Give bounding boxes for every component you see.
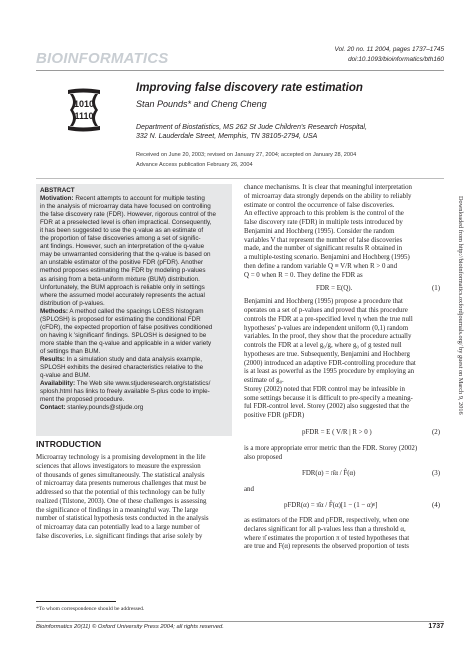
abstract-line (40, 243, 228, 251)
affiliation-line: 332 N. Lauderdale Street, Memphis, TN 38105-2794, USA (136, 133, 318, 141)
abstract-line (40, 380, 228, 388)
abstract-line (40, 396, 228, 404)
body-line: Benjamini and Hochberg (1995). Consider the random (244, 227, 395, 235)
paragraph-block (244, 517, 440, 552)
abstract-line-text: the proportion of false discoveries among a set of signific- (40, 235, 201, 243)
body-line: are true and F̂(α) represents the observed proportion of tests (244, 543, 409, 551)
abstract-line-text: the false discovery rate (FDR). However, rigorous control of the (40, 211, 217, 219)
abstract-line-text: ment the proposed procedure. (40, 396, 125, 404)
body-line: variables V that represent the number of false discoveries (244, 236, 403, 244)
abstract-line (40, 372, 228, 380)
journal-logo (62, 86, 106, 134)
equation-4-number: (4) (431, 502, 440, 509)
abstract-line (40, 348, 228, 356)
journal-name: BIOINFORMATICS (36, 50, 169, 67)
abstract-line (40, 251, 228, 259)
abstract-label: Contact: (40, 404, 66, 412)
abstract-box (36, 184, 232, 436)
download-note: Downloaded from http://bioinformatics.oxfordjournals.org/ by guest on March 9, 2016 (457, 196, 464, 415)
abstract-line-text: as arising from a beta-uniform mixture (BUM) distribution. (40, 275, 200, 283)
body-line: controls the FDR at a level g₀/g, where g₀ of g tested null (244, 342, 402, 349)
body-line: Benjamini and Hochberg (1995) propose a procedure that (244, 298, 403, 306)
abstract-line-text: stanley.pounds@stjude.org (65, 404, 144, 412)
footnote-rule (36, 601, 116, 602)
footnote: *To whom correspondence should be addressed. (36, 606, 145, 612)
abstract-line-text: Unfortunately, the BUM approach is reliable only in settings (40, 283, 205, 291)
equation-4 (244, 495, 440, 517)
intro-line: sciences that allows investigators to measure the expression (36, 462, 201, 470)
logo-digits-bottom: 1110 (74, 111, 94, 121)
abstract-line-text: may be unwarranted considering that the q-value is based on (40, 251, 211, 259)
intro-line: false discoveries, i.e. significant findings that arise solely by (36, 532, 203, 540)
body-line: estimate or control the occurrence of false discoveries. (244, 201, 395, 209)
intro-line: addressed so that the potential of this technology can be fully (36, 489, 205, 496)
equation-1-text: FDR = E(Q). (316, 285, 353, 293)
abstract-line (40, 404, 228, 412)
abstract-line (40, 211, 228, 219)
intro-heading: INTRODUCTION (36, 439, 102, 449)
abstract-line (40, 308, 228, 316)
abstract-line-text: FDR at a preselected level is often impractical. Consequently, (40, 219, 212, 227)
body-line: declares significant for all p-values less than a threshold α, (244, 525, 406, 533)
body-line: as estimators of the FDR and pFDR, respectively, when one (244, 517, 410, 524)
abstract-line-text: (cFDR), the expected proportion of false positives conditioned (40, 323, 213, 331)
abstract-line-text: splosh.html has links to freely available S-plus code to imple- (40, 388, 210, 396)
equation-3 (244, 462, 440, 486)
abstract-line-text: Recent attempts to account for multiple testing (73, 195, 205, 203)
download-watermark (455, 196, 467, 636)
logo-digits-top: 1010 (73, 99, 95, 109)
body-line: hypotheses' p-values are independent uniform (0,1) random (244, 324, 409, 332)
paragraph-block (244, 184, 440, 280)
doi: doi:10.1093/bioinformatics/bth160 (348, 56, 444, 63)
abstract-line-text: on having k 'significant' findings. SPLOSH is designed to be (40, 331, 207, 339)
abstract-line-text: In a simulation study and data analysis example, (64, 355, 203, 363)
body-line: is at least as powerful as the 1995 procedure by employing an (244, 368, 415, 376)
equation-4-text: pFDR(α) = π̂α / F̂(α)[1 − (1 − α)ᵍ] (284, 502, 378, 509)
abstract-label: Methods: (40, 307, 68, 315)
abstract-line-text: in the analysis of microarray data have focused on controlling (40, 203, 211, 211)
and-word: and (244, 486, 254, 494)
abstract-line-text: q-value and BUM. (40, 372, 91, 380)
abstract-line (40, 332, 228, 340)
body-line: Q = 0 when R = 0. They define the FDR as (244, 271, 363, 279)
body-line: Storey (2002) noted that FDR control may be infeasible in (244, 385, 405, 393)
abstract-heading: ABSTRACT (40, 187, 75, 194)
paragraph-block (244, 445, 440, 463)
body-line: of microarray data strongly depends on the ability to reliably (244, 192, 412, 200)
abstract-line-text: (SPLOSH) is proposed for estimating the conditional FDR (40, 315, 201, 323)
body-line: positive FDR (pFDR) (244, 412, 305, 419)
received-dates: Received on June 20, 2003; revised on January 27, 2004; accepted on January 28, 2004 (136, 152, 357, 158)
body-line: controls the FDR at a pre-specified level η when the true null (244, 315, 413, 323)
abstract-line (40, 267, 228, 275)
intro-line: Microarray technology is a promising development in the life (36, 454, 206, 461)
article-dates (136, 151, 356, 170)
affiliation (136, 123, 367, 142)
abstract-line-text: SPLOSH exhibits the desired characteristics relative to the (40, 364, 204, 372)
body-line: variables. In the proof, they show that the procedure actually (244, 333, 412, 341)
body-line: An effective approach to this problem is the control of the (244, 210, 404, 218)
paragraph-block (244, 298, 440, 421)
abstract-line (40, 235, 228, 243)
body-line: ful FDR-control level. Storey (2002) also suggested that the (244, 403, 410, 411)
abstract-line-text: ant findings. However, such an interpretation of the q-value (40, 243, 205, 251)
intro-line: number of statistical hypothesis tests conducted in the analysis (36, 515, 209, 523)
intro-line: of thousands of genes simultaneously. The statistical analysis (36, 471, 205, 479)
intro-line: realized (Tilstone, 2003). One of these challenges is assessing (36, 497, 207, 505)
body-line: where π̂ estimates the proportion π of tested hypotheses that (244, 534, 410, 542)
abstract-line-text: it has been suggested to use the q-value as an estimate of (40, 227, 204, 235)
abstract-line (40, 227, 228, 235)
abstract-line (40, 276, 228, 284)
abstract-line-text: an unstable estimator of the positive FDR (pFDR). Another (40, 259, 204, 267)
abstract-line (40, 284, 228, 292)
equation-1 (244, 280, 440, 298)
abstract-line (40, 195, 228, 203)
body-line: operates on a set of p-values and proved that this procedure (244, 307, 408, 314)
body-line: estimate of g₀. (244, 377, 284, 384)
footer-rule (36, 621, 444, 622)
page-number: 1737 (428, 623, 444, 630)
affiliation-line: Department of Biostatistics, MS 262 St Jude Children's Research Hospital, (136, 124, 367, 131)
abstract-label: Motivation: (40, 195, 74, 203)
body-line: a multiple-testing scenario. Benjamini and Hochberg (1995) (244, 254, 410, 261)
equation-1-number: (1) (431, 285, 440, 293)
abstract-line-text: distribution of p-values. (40, 299, 105, 307)
abstract-line-text: The Web site www.stjuderesearch.org/statistics/ (75, 380, 211, 388)
advance-access: Advance Access publication February 26, 2004 (136, 161, 253, 168)
abstract-line-text: where the assumed model accurately represents the actual (40, 291, 205, 299)
intro-line: the significance of findings in a meaningful way. The large (36, 506, 199, 514)
right-column-text (244, 184, 440, 552)
article-title: Improving false discovery rate estimation (136, 82, 363, 94)
equation-3-text: FDR(α) = π̂α / F̂(α) (302, 470, 356, 478)
body-line: chance mechanisms. It is clear that meaningful interpretation (244, 184, 412, 191)
title-rule (36, 178, 444, 179)
abstract-line (40, 364, 228, 372)
abstract-text (40, 187, 228, 412)
body-line: made, and the number of significant results R obtained in (244, 245, 403, 253)
header-rule (36, 70, 444, 71)
abstract-line (40, 388, 228, 396)
abstract-label: Results: (40, 355, 65, 363)
abstract-line (40, 316, 228, 324)
abstract-line (40, 219, 228, 227)
abstract-line (40, 356, 228, 364)
body-line: is a more appropriate error metric than the FDR. Storey (2002) (244, 444, 418, 452)
abstract-line-text: A method called the spacings LOESS histogram (67, 307, 204, 315)
equation-2-text: pFDR = E ( V/R | R > 0 ) (302, 428, 372, 436)
equation-2-number: (2) (431, 428, 440, 436)
footer-citation: Bioinformatics 20(11) © Oxford University Press 2004; all rights reserved. (36, 624, 224, 630)
abstract-line (40, 300, 228, 308)
abstract-line (40, 259, 228, 267)
equation-2 (244, 421, 440, 445)
abstract-line (40, 324, 228, 332)
body-line: some settings because it is difficult to pre-specify a meaning- (244, 394, 413, 402)
body-line: hypotheses are true. Subsequently, Benjamini and Hochberg (244, 350, 410, 358)
equation-3-number: (3) (431, 470, 440, 478)
body-line: then define a random variable Q ≡ V/R when R > 0 and (244, 262, 398, 270)
intro-line: of microarray data presents numerous challenges that must be (36, 480, 207, 488)
abstract-line-text: more stable than the q-value and applicable in a wider variety (40, 339, 212, 347)
abstract-line (40, 292, 228, 300)
abstract-line (40, 203, 228, 211)
intro-text (36, 454, 232, 542)
intro-line: of microarray data can potentially lead to a large number of (36, 524, 201, 531)
abstract-label: Availability: (40, 380, 76, 388)
body-line: also proposed (244, 453, 283, 461)
authors: Stan Pounds* and Cheng Cheng (136, 99, 267, 109)
body-line: (2000) introduced an adaptive FDR-controlling procedure that (244, 359, 416, 367)
body-line: false discovery rate (FDR) in multiple tests introduced by (244, 219, 403, 226)
abstract-line-text: method proposes estimating the FDR by modeling p-values (40, 267, 206, 275)
abstract-line-text: of settings than BUM. (40, 347, 101, 355)
abstract-line (40, 340, 228, 348)
volume-info: Vol. 20 no. 11 2004, pages 1737–1745 (334, 46, 444, 53)
